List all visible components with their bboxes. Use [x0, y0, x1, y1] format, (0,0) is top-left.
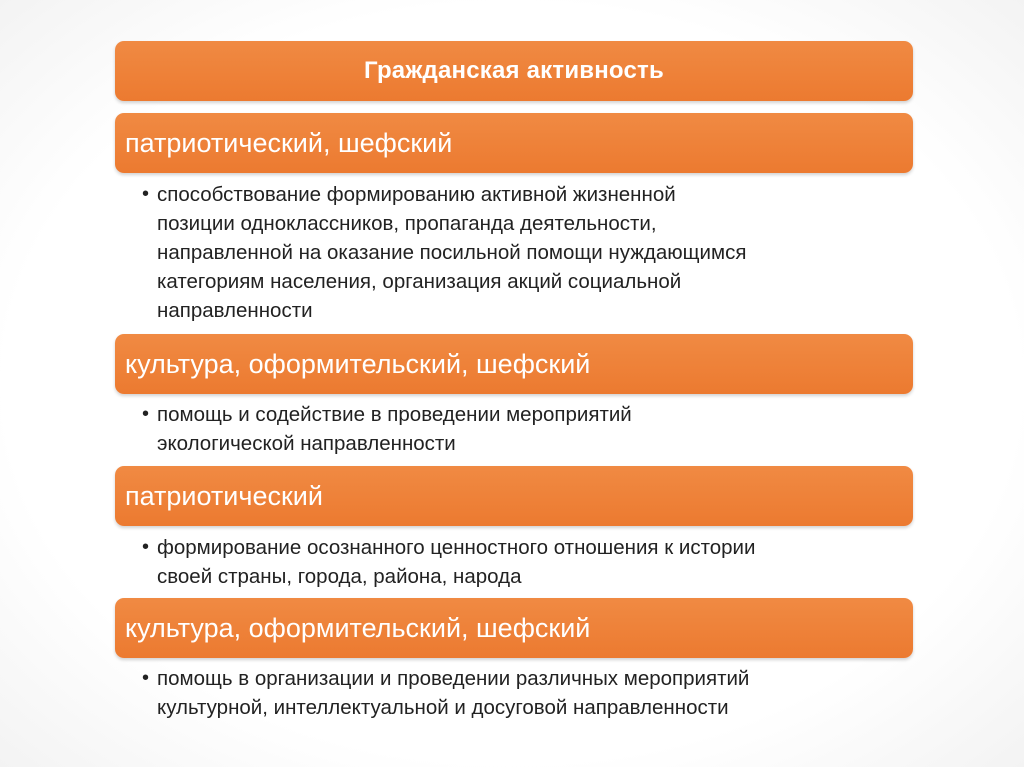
category-label-1: патриотический, шефский: [125, 127, 453, 158]
description-text-4: помощь в организации и проведении различных мероприятий культурной, интеллектуальной и досуговой направленности: [157, 667, 750, 719]
slide-title-box: [115, 41, 913, 101]
slide-title: Гражданская активность: [364, 57, 664, 84]
category-label-3: патриотический: [125, 480, 323, 511]
description-text-1: способствование формированию активной жизненной позиции одноклассников, пропаганда деятельности, направленной на оказание посильной помощи нуждающимся категориям населения, организация акций социальной направленности: [157, 183, 747, 322]
description-4: [142, 664, 912, 722]
bullet-icon: •: [142, 183, 150, 205]
description-text-3: формирование осознанного ценностного отношения к истории своей страны, города, района, народа: [157, 536, 756, 588]
category-label-4: культура, оформительский, шефский: [125, 612, 591, 643]
description-text-2: помощь и содействие в проведении мероприятий экологической направленности: [157, 403, 632, 455]
bullet-icon: •: [142, 667, 150, 689]
description-2: [142, 400, 912, 458]
category-box-1: [115, 113, 913, 173]
description-1: [142, 180, 912, 325]
bullet-icon: •: [142, 536, 150, 558]
description-3: [142, 533, 912, 591]
category-box-3: [115, 466, 913, 526]
category-box-2: [115, 334, 913, 394]
category-box-4: [115, 598, 913, 658]
bullet-icon: •: [142, 403, 150, 425]
category-label-2: культура, оформительский, шефский: [125, 348, 591, 379]
